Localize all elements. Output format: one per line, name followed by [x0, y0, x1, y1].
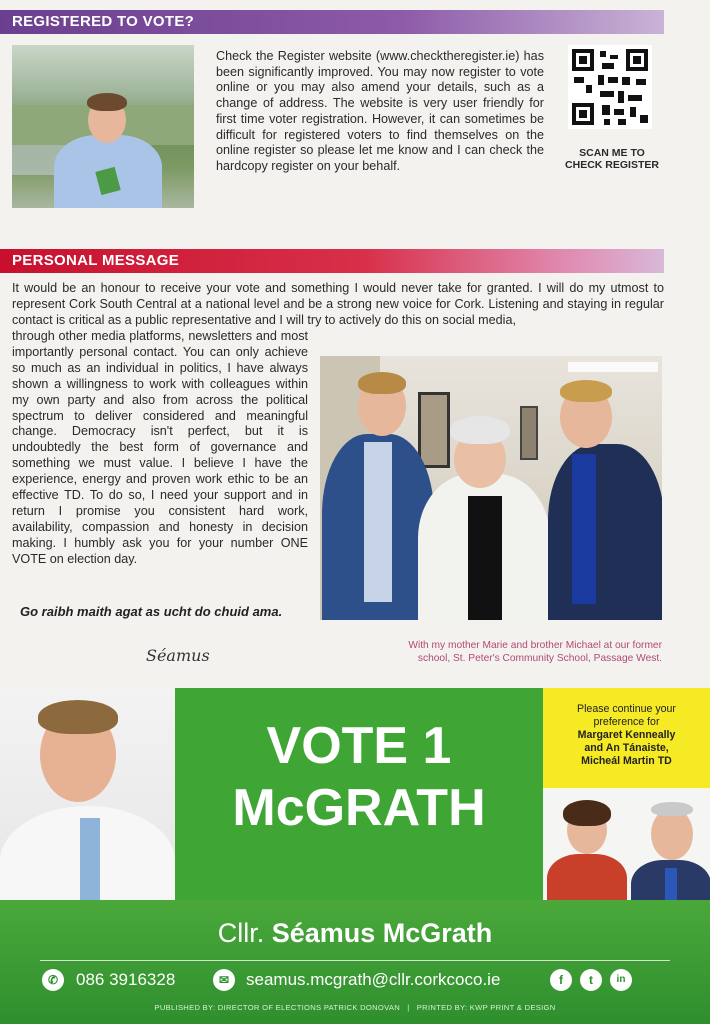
preference-text [543, 703, 710, 768]
published-by: PUBLISHED BY: DIRECTOR OF ELECTIONS PATRICK DONOVAN [154, 1003, 401, 1012]
linkedin-icon[interactable]: in [610, 969, 632, 991]
candidate-photo-park [12, 45, 194, 208]
name-main: Séamus McGrath [271, 918, 493, 948]
qr-caption [560, 147, 664, 171]
personal-title: PERSONAL MESSAGE [12, 252, 180, 269]
signature: Séamus [146, 646, 210, 665]
printed-by: PRINTED BY: KWP PRINT & DESIGN [416, 1003, 556, 1012]
colleagues-photo [543, 788, 710, 900]
personal-header [0, 249, 664, 273]
family-photo [320, 356, 662, 620]
registered-title: REGISTERED TO VOTE? [12, 13, 195, 30]
personal-column: through other media platforms, newsletters and most importantly personal contact. You can only achieve so much as an individual in politics, I have always shown a willingness to work with colleagues within my own party and also from across the political spectrum to deliver considered and meaningful change. Democracy isn't perfect, but it is undoubtedly the best form of governance and something we must value. I believe I have the experience, energy and proven work ethic to be an effective TD. To do so, I need your support and in return I promise you consistent hard work, availability, compassion and honesty in decision making. I humbly ask you for your number ONE VOTE on election day. [12, 329, 308, 566]
registered-body: Check the Register website (www.checktheregister.ie) has been significantly improved. You may now register to vote online or you may also amend your details, such as a change of address. The website is very user friendly for first time voter registration. However, it can sometimes be difficult for registered voters to find themselves on the online register so please let me know and I can check the hardcopy register on your behalf. [216, 49, 544, 173]
qr-caption-line2: CHECK REGISTER [565, 159, 659, 171]
email-address[interactable]: seamus.mcgrath@cllr.corkcoco.ie [246, 970, 501, 989]
photo-caption [322, 639, 662, 665]
pref-line2: preference for [593, 716, 660, 728]
personal-intro: It would be an honour to receive your vote and something I would never take for granted. I will do my utmost to represent Cork South Central at a national level and be a strong new voice for Cork. Listening and staying in regular contact is critical as a public representative and I will try to actively do this on social media, [12, 281, 664, 327]
qr-code[interactable] [568, 45, 652, 129]
vote-line2: McGRATH [232, 779, 486, 837]
divider [40, 960, 670, 961]
photo-caption-line1: With my mother Marie and brother Michael at our former [408, 640, 662, 651]
phone-number[interactable]: 086 3916328 [76, 970, 176, 989]
photo-caption-line2: school, St. Peter's Community School, Passage West. [417, 653, 662, 664]
irish-thanks: Go raibh maith agat as ucht do chuid ama. [20, 604, 283, 619]
candidate-portrait [0, 688, 175, 900]
qr-caption-line1: SCAN ME TO [579, 147, 645, 159]
email-icon: ✉ [213, 969, 235, 991]
twitter-icon[interactable]: t [580, 969, 602, 991]
phone-icon: ✆ [42, 969, 64, 991]
facebook-icon[interactable]: f [550, 969, 572, 991]
pref-line1: Please continue your [577, 703, 676, 715]
imprint-separator: | [407, 1003, 410, 1012]
name-prefix: Cllr. [217, 918, 265, 948]
vote-line1: VOTE 1 [266, 717, 452, 775]
pref-line4: and An Tánaiste, [584, 742, 669, 754]
pref-line5: Micheál Martin TD [581, 755, 672, 767]
registered-header [0, 10, 664, 34]
candidate-name [0, 918, 710, 949]
pref-line3: Margaret Kenneally [577, 729, 676, 741]
imprint [0, 1003, 710, 1012]
